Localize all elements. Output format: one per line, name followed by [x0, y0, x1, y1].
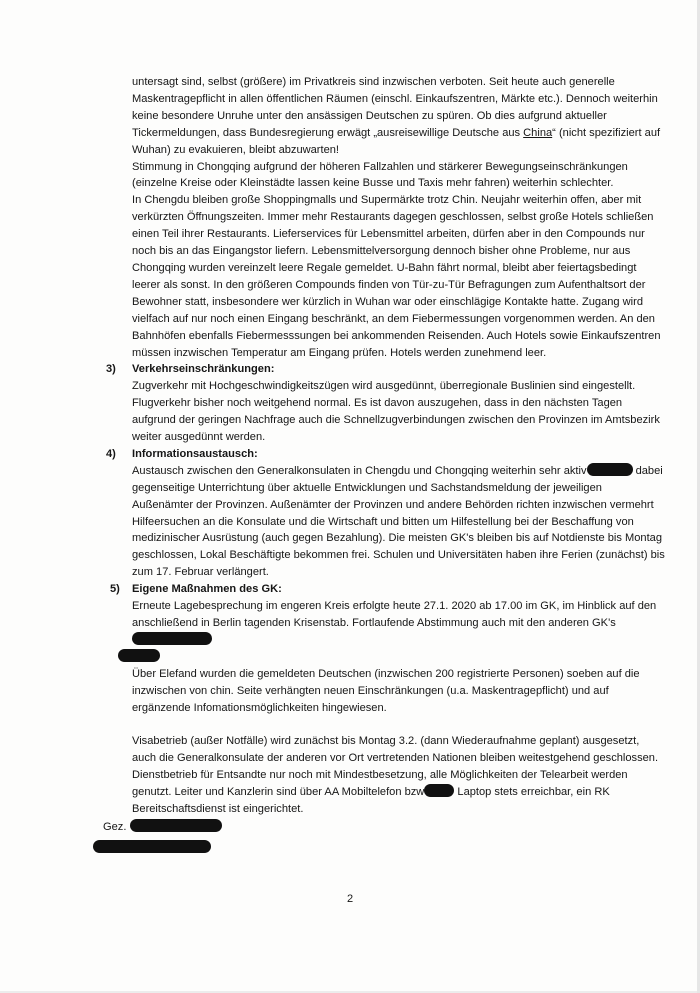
- section-3-body: Zugverkehr mit Hochgeschwindigkeitszügen wird ausgedünnt, überregionale Buslinien sind eingestellt. Flugverkehr bisher noch weitgehend normal. Es ist davon auszugehen, dass in den nächsten Tagen aufgrund der geringen Nachfrage auch die Schnellzugverbindungen zwischen den Provinzen im Amtsbezirk weiter ausgedünnt werden.: [132, 380, 660, 444]
- section-3: [106, 361, 665, 446]
- intro-underlined-word: China: [523, 126, 553, 139]
- redaction-bar: [130, 819, 222, 832]
- redaction-bar: [424, 784, 454, 797]
- chongqing-paragraph: Stimmung in Chongqing aufgrund der höheren Fallzahlen und stärkerer Bewegungseinschränkungen (einzelne Kreise oder Kleinstädte lassen keine Busse und Taxis mehr fahren) weiterhin schlechter.: [132, 160, 628, 190]
- document-body: [106, 74, 665, 818]
- intro-text-end: “ (nicht spezifiziert auf Wuhan) zu evakuieren, bleibt abzuwarten!: [132, 126, 661, 156]
- intro-paragraph: [132, 74, 665, 159]
- intro-text-start: untersagt sind, selbst (größere) im Privatkreis sind inzwischen verboten. Seit heute auch generelle Maskentragepflicht in allen öffentlichen Räumen (einschl. Einkaufszentren, Märkte etc.). Dennoch weiterhin keine besondere Unruhe unter den ansässigen Deutschen zu spüren. Ob dies aufgrund aktueller Tickermeldungen, dass Bundesregierung erwägt „ausreisewillige Deutsche aus: [132, 76, 658, 139]
- redaction-bar: [132, 632, 212, 645]
- redaction-bar: [93, 840, 211, 853]
- chengdu-paragraph: In Chengdu bleiben große Shoppingmalls und Supermärkte trotz Chin. Neujahr weiterhin offen, aber mit verkürzten Öffnungszeiten. Immer mehr Restaurants dagegen geschlossen, selbst große Hotels schließen einen Teil ihrer Restaurants. Lieferservices für Lebensmittel arbeiten, dürfen aber in den Compounds nur noch bis an das Eingangstor liefern. Lebensmittelversorgung dennoch bisher ohne Probleme, nur aus Chongqing wurden vereinzelt leere Regale gemeldet. U-Bahn fährt normal, bleibt aber feiertagsbedingt leerer als sonst. In den größeren Compounds finden von Tür-zu-Tür Befragungen zum Aufenthaltsort der Bewohner statt, insbesondere wer kürzlich in Wuhan war oder einschlägige Kontakte hatte. Zugang wird vielfach auf nur noch einen Eingang beschränkt, an dem Fiebermessungen vorgenommen werden. An den Bahnhöfen ebenfalls Fiebermesssungen bei ankommenden Reisenden. Auch Hotels sowie Einkaufszentren müssen inzwischen Temperatur am Eingang prüfen. Hotels werden zunehmend leer.: [132, 194, 661, 359]
- page-number: 2: [346, 893, 354, 905]
- signature-block: [103, 819, 222, 857]
- section-5-body-c-start: Visabetrieb (außer Notfälle) wird zunächst bis Montag 3.2. (dann Wiederaufnahme geplant) ausgesetzt, auch die Generalkonsulate der anderen vor Ort vertretenden Nationen bleiben weitestgehend geschlossen. Dienstbetrieb für Entsandte nur noch mit Mindestbesetzung, alle Möglichkeiten der Telearbeit werden genutzt. Leiter und Kanzlerin sind über AA Mobiltelefon bzw: [132, 735, 659, 799]
- section-4-title: Informationsaustausch:: [132, 447, 258, 460]
- section-4-body: [132, 463, 665, 581]
- section-5-body-c: [132, 733, 665, 818]
- redaction-bar: [587, 463, 633, 476]
- section-5-body-a-text: Erneute Lagebesprechung im engeren Kreis erfolgte heute 27.1. 2020 ab 17.00 im GK, im Hinblick auf den anschließend in Berlin tagenden Krisenstab. Fortlaufende Abstimmung auch mit den anderen GK's: [132, 600, 657, 629]
- section-3-title: Verkehrseinschränkungen:: [132, 363, 275, 376]
- signature-prefix: Gez.: [103, 821, 127, 833]
- redaction-bar: [118, 649, 160, 662]
- section-4-number: 4): [106, 447, 116, 460]
- section-4: [106, 446, 665, 581]
- section-4-body-start: Austausch zwischen den Generalkonsulaten in Chengdu und Chongqing weiterhin sehr aktiv: [132, 464, 587, 477]
- section-5-body-b: Über Elefand wurden die gemeldeten Deutschen (inzwischen 200 registrierte Personen) soeben auf die inzwischen von chin. Seite verhängten neuen Einschränkungen (u.a. Maskentragepflicht) und auf ergänzende Infomationsmöglichkeiten hingewiesen.: [132, 667, 640, 714]
- section-5-title: Eigene Maßnahmen des GK:: [132, 583, 282, 596]
- section-5-body-c-end: Laptop stets erreichbar, ein RK Bereitschaftsdienst ist eingerichtet.: [132, 786, 610, 816]
- section-4-body-end: dabei gegenseitige Unterrichtung über aktuelle Entwicklungen und Sachstandsmeldung der jeweiligen Außenämter der Provinzen. Außenämter der Provinzen und andere Behörden richten inzwischen vermehrt Hilfeersuchen an die Konsulate und die Wirtschaft und bitten um Hilfestellung bei der Beschaffung von medizinischer Ausrüstung (auch gegen Bezahlung). Die meisten GK's bleiben bis auf Notdienste bis Montag geschlossen, Lokal Beschäftigte bekommen frei. Schulen und Universitäten haben ihre Ferien (zunächst) bis zum 17. Februar verlängert.: [132, 464, 665, 579]
- section-5-body-a: [132, 598, 665, 666]
- section-5: [110, 581, 665, 818]
- section-3-number: 3): [106, 363, 116, 376]
- section-5-number: 5): [110, 583, 120, 596]
